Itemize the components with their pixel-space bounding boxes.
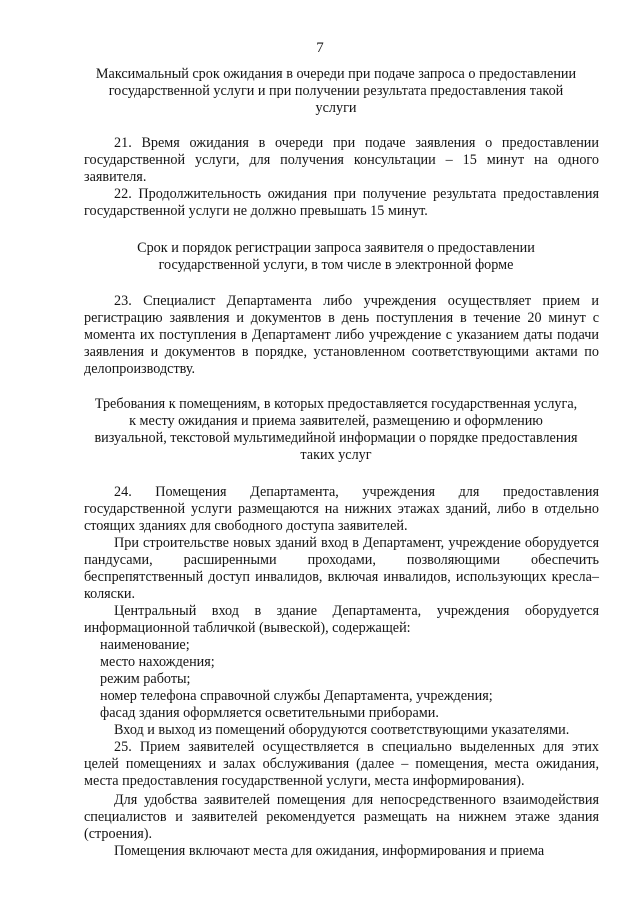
list-item: наименование; — [100, 637, 190, 653]
list-item: фасад здания оформляется осветительными приборами. — [100, 705, 439, 721]
word: для — [458, 484, 480, 500]
list-item: режим работы; — [100, 671, 191, 687]
paragraph-23: 23. Специалист Департамента либо учреждения осуществляет прием и регистрацию заявления и документов в день поступления в течение 20 минут с момента их поступления в Департамент либо учреждение с указанием даты подачи заявления и документов в порядке, установленном соответствующими актами по делопроизводству. — [84, 293, 599, 377]
page-number: 7 — [316, 40, 324, 56]
paragraph-entrance: При строительстве новых зданий вход в Департамент, учреждение оборудуется пандусами, расширенными проходами, позволяющими обеспечить беспрепятственный доступ инвалидов, включая инвалидов, использующих кресла–коляски. — [84, 535, 599, 602]
word: учреждения — [362, 484, 436, 500]
paragraph-21: 21. Время ожидания в очереди при подаче заявления о предоставлении государственной услуги, для получения консультации – 15 минут на одного заявителя. — [84, 135, 599, 185]
paragraph-central-entrance: Центральный вход в здание Департамента, учреждения оборудуется информационной табличкой (вывеской), содержащей: — [84, 603, 599, 636]
heading-line: Срок и порядок регистрации запроса заявителя о предоставлении — [137, 240, 535, 256]
paragraph-24-first-line — [84, 484, 599, 501]
heading-line: государственной услуги и при получении результата предоставления такой — [108, 83, 564, 99]
heading-line: Максимальный срок ожидания в очереди при подаче запроса о предоставлении — [95, 66, 577, 82]
paragraph-22: 22. Продолжительность ожидания при получение результата предоставления государственной услуги не должно превышать 15 минут. — [84, 186, 599, 219]
list-item: номер телефона справочной службы Департамента, учреждения; — [100, 688, 493, 704]
section-heading-premises-requirements — [68, 396, 604, 464]
section-heading-waiting-time — [68, 66, 604, 117]
paragraph-exits: Вход и выход из помещений оборудуются соответствующими указателями. — [114, 722, 570, 738]
paragraph-convenience: Для удобства заявителей помещения для непосредственного взаимодействия специалистов и заявителей рекомендуется размещать на нижнем этаже здания (строения). — [84, 792, 599, 842]
heading-line: Требования к помещениям, в которых предоставляется государственная услуга, — [94, 396, 578, 412]
heading-line: услуги — [315, 100, 357, 116]
section-heading-registration — [68, 240, 604, 274]
word: Департамента, — [250, 484, 339, 500]
paragraph-25: 25. Прием заявителей осуществляется в специально выделенных для этих целей помещениях и залах обслуживания (далее – помещения, места ожидания, места предоставления государственной услуги, места информирования). — [84, 739, 599, 789]
list-item: место нахождения; — [100, 654, 215, 670]
paragraph-24 — [84, 484, 599, 535]
word: 24. — [114, 484, 132, 500]
paragraph-24-rest: государственной услуги размещаются на нижних этажах зданий, либо в отдельно стоящих зданиях для свободного доступа заявителей. — [84, 501, 599, 534]
heading-line: к месту ожидания и приема заявителей, размещению и оформлению — [129, 413, 543, 429]
word: предоставления — [502, 484, 599, 500]
heading-line: государственной услуги, в том числе в электронной форме — [158, 257, 514, 273]
word: Помещения — [155, 484, 227, 500]
heading-line: таких услуг — [300, 447, 372, 463]
paragraph-premises-include: Помещения включают места для ожидания, информирования и приема — [114, 843, 545, 859]
heading-line: визуальной, текстовой мультимедийной информации о порядке предоставления — [94, 430, 578, 446]
